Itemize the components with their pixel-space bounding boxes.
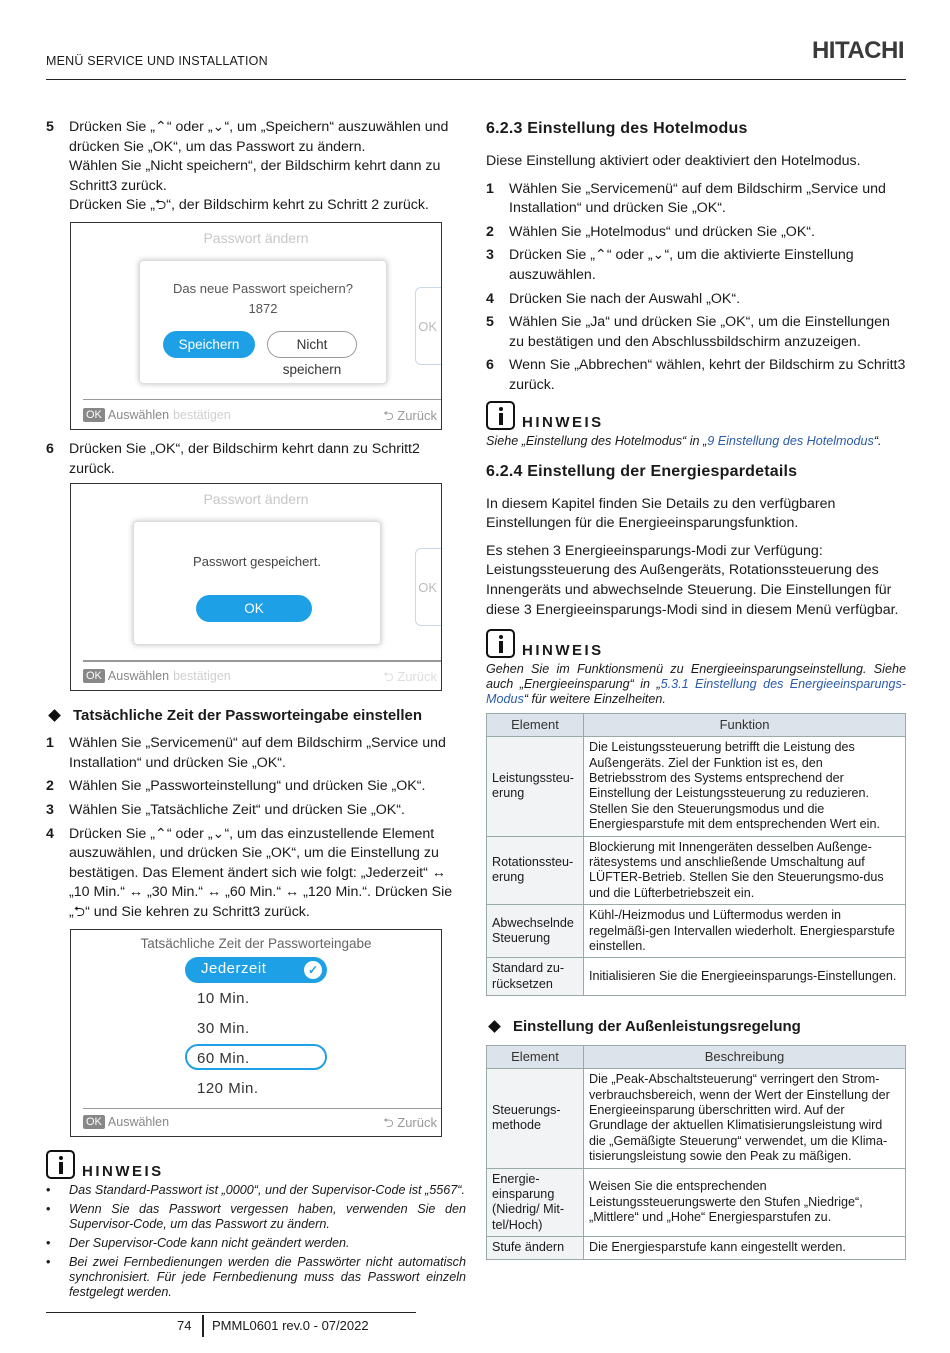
table-row: Steuerungs-methode Die „Peak-Abschaltsteuerung“ verringert den Strom-verbrauchsbereich, wenn der Wert der Einstellung der Energieeinsparung überschritten wird. Auf der Grundlage der aktuellen Klimatisierungsleistung wird die „Gemäßigte Steuerung“ verwendet, um die Klima-tisierungsleistung sowie den Peak zu mäßigen. — [487, 1069, 906, 1168]
step-text: Drücken Sie „⌃“ oder „⌄“, um das einzustellende Element auszuwählen, und drücken Sie „OK“, um die Einstellung zu bestätigen. Das Element ändert sich wie folgt: „Jederzeit“ ↔ „10 Min.“ ↔ „30 Min.“ ↔ „60 Min.“ ↔ „120 Min.“. Drücken Sie „⮌“ und Sie kehren zu Schritt3 zurück. — [69, 825, 453, 920]
crossref-link[interactable]: 5.3.1 Einstellung des Energieeinsparungs-Modus — [486, 677, 906, 707]
saved-dialog — [133, 521, 381, 645]
diamond-icon — [488, 1020, 501, 1033]
ok-badge: OK — [83, 1115, 105, 1129]
note-bullet: • Bei zwei Fernbedienungen werden die Passwörter nicht automatisch synchronisiert. Für jede Fernbedienung muss das Passwort einzeln festgelegt werden. — [46, 1254, 466, 1299]
step-text: Wählen Sie „Passworteinstellung“ und drücken Sie „OK“. — [69, 778, 426, 795]
page-footer — [46, 1312, 416, 1342]
side-ok-label: OK — [418, 318, 437, 334]
subheading-outdoor-capacity — [486, 1018, 906, 1035]
table-header: Element — [487, 714, 584, 737]
step-number: 4 — [46, 825, 54, 842]
step-2 — [46, 777, 466, 797]
info-icon — [46, 1150, 75, 1179]
side-ok-label: OK — [418, 580, 437, 596]
step-text: Drücken Sie „OK“, der Bildschirm kehrt dann zu Schritt2 zurück. — [69, 440, 420, 477]
note-bullet: • Das Standard-Passwort ist „0000“, und der Supervisor-Code ist „5567“. — [46, 1182, 465, 1197]
note-header — [486, 400, 906, 430]
table-header-row — [487, 714, 906, 737]
dialog-text: Das neue Passwort speichern? — [173, 280, 353, 296]
step-1: 1 Wählen Sie „Servicemenü“ auf dem Bildschirm „Service und Installation“ und drücken Sie „OK“. — [486, 180, 886, 217]
back-button[interactable]: ⮌ Zurück — [383, 669, 437, 685]
select-label: Auswählen — [107, 1114, 170, 1129]
note-label: HINWEIS — [522, 642, 604, 660]
selected-option[interactable] — [185, 957, 327, 983]
back-button[interactable]: ⮌ Zurück — [383, 407, 437, 423]
note-text: Siehe „Einstellung des Hotelmodus“ in „9 Einstellung des Hotelmodus“. — [486, 433, 882, 448]
step-3: 3 Drücken Sie „⌃“ oder „⌄“, um die aktivierte Einstellung auszuwählen. — [486, 247, 854, 283]
heading-6-2-4: 6.2.4 Einstellung der Energiespardetails — [486, 462, 798, 480]
note-bullet: • Wenn Sie das Passwort vergessen haben, verwenden Sie den Supervisor-Code, um das Passwort zu ändern. — [46, 1201, 466, 1231]
info-icon — [486, 401, 515, 430]
screenshot-time-selection — [70, 929, 442, 1137]
note-text: Gehen Sie im Funktionsmenü zu Energieeinsparungseinstellung. Siehe auch „Energieeinsparung“ in „5.3.1 Einstellung des Energieeinsparungs-Modus“ für weitere Einzelheiten. — [486, 662, 906, 707]
screenshot-save-password — [70, 222, 442, 430]
paragraph: Es stehen 3 Energieeinsparungs-Modi zur Verfügung: Leistungssteuerung des Außengeräts, Rotationssteuerung des Innengeräts und abwechselnde Steuerung. Die Einstellungen für diese 3 Energieeinsparungs-Modi sind in diesem Menü verfügbar. — [486, 542, 899, 618]
dialog-text: Passwort gespeichert. — [193, 554, 321, 570]
nosave-button[interactable]: Nicht speichern — [267, 331, 357, 358]
step-5 — [46, 118, 466, 216]
right-column — [486, 118, 906, 1260]
document-id: PMML0601 rev.0 - 07/2022 — [212, 1318, 369, 1333]
bullet-icon: • — [46, 1235, 51, 1250]
table-header: Beschreibung — [584, 1046, 906, 1069]
note-password — [46, 1149, 466, 1300]
step-number: 3 — [46, 801, 54, 818]
paragraph: In diesem Kapitel finden Sie Details zu den verfügbaren Einstellungen für die Energieeinsparungsfunktion. — [486, 495, 836, 532]
diamond-icon — [48, 709, 61, 722]
brand-logo: HITACHI — [811, 37, 904, 64]
step-text: Wählen Sie „Tatsächliche Zeit“ und drücken Sie „OK“. — [69, 801, 405, 818]
check-icon: ✓ — [304, 961, 322, 979]
ok-badge: OK — [83, 408, 105, 422]
screen-title: Passwort ändern — [203, 229, 309, 246]
step-6: 6 Wenn Sie „Abbrechen“ wählen, kehrt der Bildschirm zu Schritt3 zurück. — [486, 357, 906, 393]
screen-footer-hint — [83, 1115, 169, 1129]
screen-footer-hint — [83, 669, 231, 683]
dialog-value: 1872 — [248, 300, 278, 316]
ok-badge: OK — [83, 669, 105, 683]
note-bullet: • Der Supervisor-Code kann nicht geändert werden. — [46, 1235, 350, 1250]
step-6 — [46, 440, 466, 479]
back-button[interactable]: ⮌ Zurück — [383, 1114, 437, 1130]
step-number: 1 — [46, 735, 54, 752]
section-title: MENÜ SERVICE UND INSTALLATION — [46, 54, 268, 68]
option-60-min[interactable]: 60 Min. — [197, 1049, 250, 1067]
note-label: HINWEIS — [522, 413, 604, 431]
crossref-link[interactable]: 9 Einstellung des Hotelmodus — [707, 433, 874, 448]
save-dialog — [139, 260, 387, 384]
screen-footer-hint — [83, 408, 231, 422]
confirm-label: bestätigen — [173, 669, 231, 684]
step-number: 6 — [46, 440, 54, 457]
left-column — [46, 118, 466, 1306]
note-header — [46, 1149, 466, 1179]
screen-footer-line — [83, 1108, 441, 1110]
table-row: Standard zu-rücksetzen Initialisieren Sie die Energieeinsparungs-Einstellungen. — [487, 958, 906, 996]
bullet-icon: • — [46, 1201, 51, 1216]
subheading-text: Einstellung der Außenleistungsregelung — [513, 1018, 801, 1036]
step-line: Drücken Sie „⌃“ oder „⌄“, um „Speichern“ auszuwählen und drücken Sie „OK“, um das Passwort zu ändern. — [69, 119, 449, 155]
screen-footer-line — [83, 660, 441, 662]
subheading-text: Tatsächliche Zeit der Passworteingabe einstellen — [73, 707, 423, 725]
table-row: Stufe ändern Die Energiesparstufe kann eingestellt werden. — [487, 1237, 906, 1259]
step-line: Drücken Sie „⮌“, der Bildschirm kehrt zu Schritt 2 zurück. — [69, 197, 429, 214]
step-4: 4 Drücken Sie nach der Auswahl „OK“. — [486, 290, 741, 307]
note-header — [486, 628, 906, 658]
paragraph: Diese Einstellung aktiviert oder deaktiviert den Hotelmodus. — [486, 153, 861, 169]
screen-title: Tatsächliche Zeit der Passworteingabe — [140, 935, 372, 951]
table-row: Abwechselnde Steuerung Kühl-/Heizmodus und Lüftermodus werden in regelmäßi-gen Intervallen wiederholt. Energiesparstufe einstellen. — [487, 905, 906, 958]
footer-divider — [202, 1315, 204, 1337]
note-hotel-mode — [486, 400, 906, 449]
option-30-min[interactable]: 30 Min. — [197, 1019, 250, 1037]
step-text: Wählen Sie „Servicemenü“ auf dem Bildschirm „Service und Installation“ und drücken Sie „OK“. — [69, 735, 446, 771]
step-line: Wählen Sie „Nicht speichern“, der Bildschirm kehrt dann zu Schritt3 zurück. — [69, 158, 441, 194]
bullet-icon: • — [46, 1254, 51, 1269]
confirm-label: bestätigen — [173, 407, 231, 422]
subheading-password-time — [46, 707, 466, 724]
step-1 — [46, 734, 466, 773]
step-number: 5 — [46, 119, 54, 135]
step-number: 2 — [46, 778, 54, 795]
outdoor-capacity-table — [486, 1045, 906, 1259]
table-header-row — [487, 1046, 906, 1069]
table-row: Rotationssteu-erung Blockierung mit Innengeräten desselben Außenge-rätesystems und anschließende Umschaltung auf LÜFTER-Betrieb. Stellen Sie den Steuerungsmo-dus und die Lüfterbetriebszeit ein. — [487, 836, 906, 905]
select-label: Auswählen — [107, 669, 170, 684]
ok-button[interactable]: OK — [196, 595, 312, 622]
note-energy — [486, 628, 906, 707]
table-header: Element — [487, 1046, 584, 1069]
table-row: Leistungssteu-erung Die Leistungssteuerung betrifft die Leistung des Außengeräts. Ziel der Funktion ist es, den Betriebsstrom des Systems entsprechend der Einstellung der Leistungssteuerung zu reduzieren. Stellen Sie den Steuerungsmodus und die Energiesparstufe mit dem entsprechenden Wert ein. — [487, 737, 906, 836]
note-label: HINWEIS — [82, 1162, 164, 1180]
step-5: 5 Wählen Sie „Ja“ und drücken Sie „OK“, um die Einstellungen zu bestätigen und den Abschlussbildschirm anzuzeigen. — [486, 314, 890, 350]
option-label: Jederzeit — [201, 959, 267, 977]
select-label: Auswählen — [107, 407, 170, 422]
heading-6-2-3: 6.2.3 Einstellung des Hotelmodus — [486, 120, 748, 137]
step-2: 2 Wählen Sie „Hotelmodus“ und drücken Sie „OK“. — [486, 223, 815, 240]
energy-table — [486, 713, 906, 996]
step-text — [69, 118, 466, 216]
table-header: Funktion — [584, 714, 906, 737]
page-header — [46, 37, 906, 80]
option-120-min[interactable]: 120 Min. — [197, 1079, 259, 1097]
step-4 — [46, 825, 466, 923]
option-10-min[interactable]: 10 Min. — [197, 989, 250, 1007]
screen-footer-line — [83, 399, 441, 401]
screenshot-password-saved — [70, 483, 442, 691]
screen-title: Passwort ändern — [203, 491, 309, 508]
page-number: 74 — [177, 1318, 192, 1333]
step-3 — [46, 801, 466, 821]
info-icon — [486, 629, 515, 658]
table-row: Energie-einsparung (Niedrig/ Mit-tel/Hoch) Weisen Sie die entsprechenden Leistungssteuerungswerte den Stufen „Niedrige“, „Mittlere“ und „Hohe“ Energiesparstufen zu. — [487, 1168, 906, 1237]
save-button[interactable]: Speichern — [163, 331, 255, 358]
bullet-icon: • — [46, 1182, 51, 1197]
